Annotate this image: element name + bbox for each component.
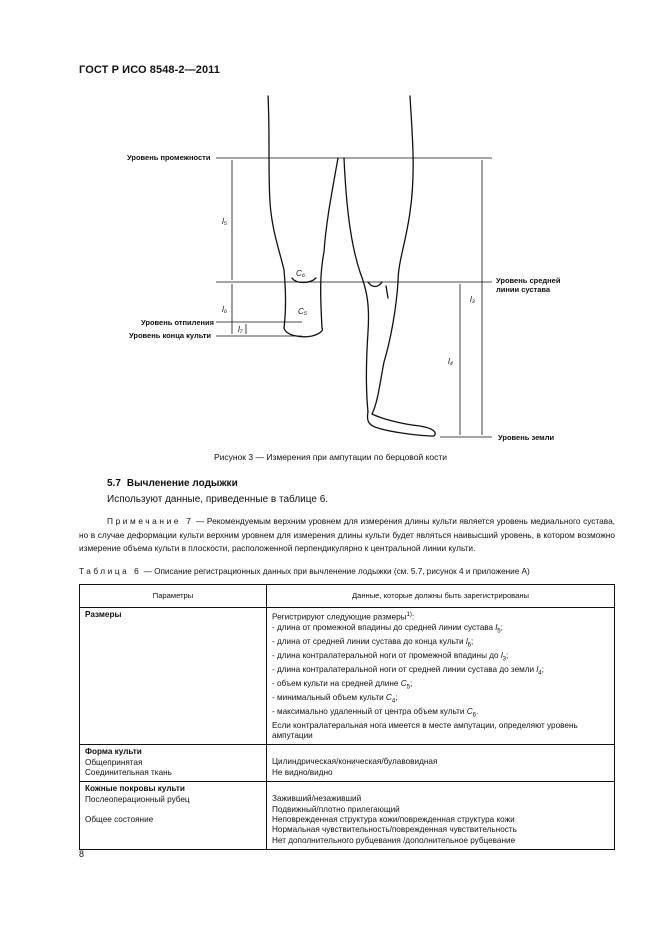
table-row-skin bbox=[80, 782, 615, 849]
page-header-title: ГОСТ Р ИСО 8548-2—2011 bbox=[79, 64, 220, 76]
sizes-intro: Регистрируют следующие размеры$^{1)}$: bbox=[272, 612, 415, 623]
contra-foot bbox=[367, 412, 435, 436]
figure-caption: Рисунок 3 — Измерения при ампутации по берцовой кости bbox=[213, 452, 448, 462]
table-header-row bbox=[80, 585, 615, 608]
label-c6: C₆ bbox=[296, 269, 305, 278]
label-l3: l₃ bbox=[470, 295, 475, 304]
page-number: 8 bbox=[79, 849, 85, 859]
skin-value: Заживший/незаживший bbox=[272, 794, 362, 804]
label-stump-end-level: Уровень конца культи bbox=[129, 331, 211, 340]
stump-shape-label-general: Общепринятая bbox=[85, 757, 143, 767]
value-sizes bbox=[267, 608, 615, 745]
sizes-closing: Если контралатеральная нога имеется в месте ампутации, определяют уровень ампутации bbox=[272, 720, 578, 741]
label-crotch-level: Уровень промежности bbox=[127, 153, 211, 162]
section-title: Вычленение лодыжки bbox=[126, 478, 238, 489]
value-stump-shape bbox=[267, 745, 615, 782]
label-mid-joint-level-2: линии сустава bbox=[496, 285, 551, 294]
section-heading bbox=[107, 478, 238, 489]
skin-value: Нормальная чувствительность/поврежденная чувствительность bbox=[272, 825, 517, 835]
contra-leg-outer bbox=[372, 96, 413, 414]
param-skin bbox=[80, 782, 267, 849]
table-row-stump-shape bbox=[80, 745, 615, 782]
label-bone-cut-level: Уровень отпиления bbox=[141, 318, 215, 327]
stump-shape-value-tissue: Не видно/видно bbox=[272, 767, 333, 777]
label-l4: l₄ bbox=[448, 357, 453, 366]
label-l5: l₅ bbox=[222, 217, 227, 226]
stump-bottom bbox=[284, 328, 323, 337]
list-item: - длина от средней линии сустава до конца культи $l_6$; bbox=[272, 637, 474, 649]
table-caption bbox=[79, 567, 530, 576]
stump-shape-label-tissue: Соединительная ткань bbox=[85, 768, 172, 778]
param-sizes: Размеры bbox=[80, 608, 267, 745]
list-item: - длина контралатеральной ноги от средней линии сустава до земли $l_4$; bbox=[272, 665, 544, 677]
note-label: Примечание 7 bbox=[107, 516, 194, 526]
skin-title: Кожные покровы культи bbox=[85, 784, 185, 794]
label-c5: C₅ bbox=[298, 307, 307, 316]
list-item: - минимальный объем культи $C_4$; bbox=[272, 693, 398, 705]
skin-value: Неповрежденная структура кожи/поврежденная структура кожи bbox=[272, 814, 515, 824]
param-stump-shape bbox=[80, 745, 267, 782]
skin-value: Нет дополнительного рубцевания /дополнительное рубцевание bbox=[272, 835, 516, 845]
note-paragraph bbox=[79, 515, 615, 556]
amputated-leg-outer bbox=[268, 96, 286, 328]
table-caption-label: Таблица 6 bbox=[79, 567, 142, 576]
section-intro: Используют данные, приведенные в таблице 6. bbox=[107, 494, 329, 505]
list-item: - максимально удаленный от центра объем культи $C_6$. bbox=[272, 706, 479, 719]
amputated-leg-inner bbox=[321, 158, 338, 328]
skin-general-label: Общее состояние bbox=[85, 814, 154, 824]
amputation-figure bbox=[120, 92, 620, 452]
table-caption-text: — Описание регистрационных данных при вычленение лодыжки (см. 5.7, рисунок 4 и приложение А) bbox=[141, 567, 530, 576]
registration-data-table bbox=[79, 584, 615, 850]
list-item: - объем культи на средней длине $C_5$; bbox=[272, 679, 413, 691]
skin-scar-label: Послеоперационный рубец bbox=[85, 794, 190, 804]
contra-leg-inner bbox=[344, 158, 369, 412]
knee-detail bbox=[368, 282, 388, 298]
header-data: Данные, которые должны быть зарегистрированы bbox=[267, 585, 615, 608]
stump-shape-value-general: Цилиндрическая/коническая/булавовидная bbox=[272, 757, 438, 767]
label-ground-level: Уровень земли bbox=[498, 433, 555, 442]
section-number: 5.7 bbox=[107, 478, 121, 489]
label-l7: l₇ bbox=[238, 325, 243, 334]
note-text: — Рекомендуемым верхним уровнем для измерения длины культи является уровень медиального сустава, но в случае деформации культи верхним уровнем для измерения длины культи будет являться наивысший уровень, в котором возможно измерение объема культи в плоскости, расположенной перпендикулярно к центральной линии культи. bbox=[79, 516, 615, 553]
table-row-sizes bbox=[80, 608, 615, 745]
stump-shape-title: Форма культи bbox=[85, 747, 142, 757]
label-mid-joint-level: Уровень средней bbox=[496, 276, 561, 285]
skin-value: Подвижный/плотно прилегающий bbox=[272, 804, 400, 814]
list-item: - длина от промежной впадины до средней линии сустава $l_5$; bbox=[272, 623, 503, 635]
header-parameters: Параметры bbox=[80, 585, 267, 608]
value-skin bbox=[267, 782, 615, 849]
label-l6: l₆ bbox=[222, 305, 227, 314]
list-item: - длина контралатеральной ноги от промежной впадины до $l_3$; bbox=[272, 651, 509, 663]
